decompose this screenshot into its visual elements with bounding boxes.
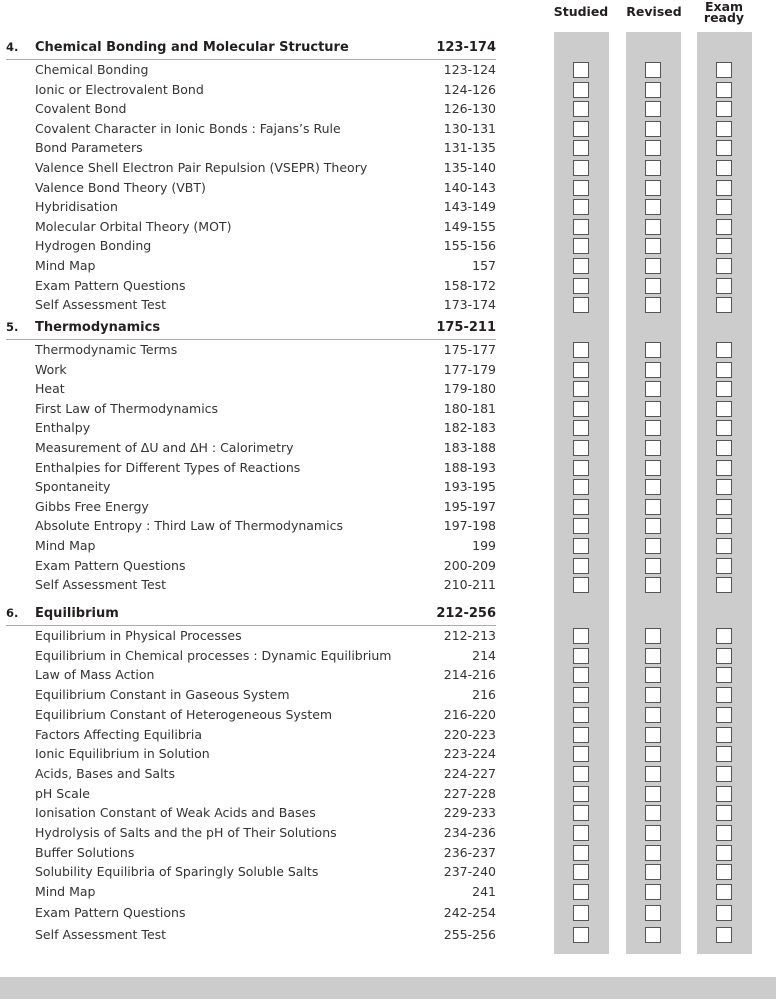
topic-row (35, 258, 496, 277)
topic-pages: 158-172 (443, 277, 496, 293)
topic-pages: 180-181 (443, 400, 496, 416)
topic-name: Ionic or Electrovalent Bond (35, 81, 204, 97)
checkbox-revised[interactable] (645, 577, 661, 593)
topic-row (35, 687, 496, 706)
topic-name: Ionisation Constant of Weak Acids and Bases (35, 805, 316, 821)
topic-pages: 124-126 (443, 81, 496, 97)
checkbox-exam-ready[interactable] (716, 460, 732, 476)
topic-pages: 157 (472, 258, 496, 273)
topic-row (35, 82, 496, 101)
checkbox-studied[interactable] (573, 727, 589, 743)
topic-name: Valence Bond Theory (VBT) (35, 179, 206, 195)
checkbox-revised[interactable] (645, 727, 661, 743)
topic-row (35, 342, 496, 361)
checkbox-studied[interactable] (573, 864, 589, 880)
checkbox-exam-ready[interactable] (716, 479, 732, 495)
checkbox-exam-ready[interactable] (716, 381, 732, 397)
topic-name: Exam Pattern Questions (35, 557, 186, 573)
topic-row (35, 278, 496, 297)
tracker-column-studied (554, 32, 609, 954)
checkbox-studied[interactable] (573, 805, 589, 821)
checkbox-studied[interactable] (573, 577, 589, 593)
checkbox-studied[interactable] (573, 884, 589, 900)
topic-pages: 227-228 (443, 785, 496, 801)
topic-row (35, 238, 496, 257)
chapter-title: Equilibrium (35, 606, 119, 621)
checkbox-studied[interactable] (573, 460, 589, 476)
topic-name: Chemical Bonding (35, 62, 149, 77)
topic-name: Mind Map (35, 258, 96, 273)
checkbox-exam-ready[interactable] (716, 101, 732, 117)
chapter-heading (6, 606, 496, 626)
checkbox-revised[interactable] (645, 905, 661, 921)
checkbox-revised[interactable] (645, 160, 661, 176)
checkbox-studied[interactable] (573, 401, 589, 417)
chapter-heading (6, 320, 496, 340)
column-header-revised: Revised (626, 4, 682, 19)
checkbox-exam-ready[interactable] (716, 180, 732, 196)
checkbox-exam-ready[interactable] (716, 362, 732, 378)
topic-name: Enthalpies for Different Types of Reactions (35, 459, 301, 475)
topic-row (35, 101, 496, 120)
checkbox-exam-ready[interactable] (716, 219, 732, 235)
checkbox-studied[interactable] (573, 648, 589, 664)
topic-row (35, 362, 496, 381)
topic-name: Covalent Bond (35, 101, 127, 117)
checkbox-exam-ready[interactable] (716, 538, 732, 554)
topic-name: Work (35, 361, 67, 377)
checkbox-revised[interactable] (645, 238, 661, 254)
chapter-pages: 175-211 (436, 320, 496, 335)
checkbox-revised[interactable] (645, 140, 661, 156)
checkbox-revised[interactable] (645, 258, 661, 274)
topic-pages: 177-179 (443, 361, 496, 377)
chapter-pages: 212-256 (436, 606, 496, 621)
checkbox-revised[interactable] (645, 180, 661, 196)
topic-pages: 234-236 (443, 825, 496, 840)
checkbox-exam-ready[interactable] (716, 707, 732, 723)
checkbox-studied[interactable] (573, 825, 589, 841)
topic-name: Thermodynamic Terms (35, 342, 178, 357)
checkbox-exam-ready[interactable] (716, 518, 732, 534)
checkbox-revised[interactable] (645, 440, 661, 456)
chapter-number: 5. (6, 320, 19, 334)
checkbox-exam-ready[interactable] (716, 864, 732, 880)
checkbox-exam-ready[interactable] (716, 258, 732, 274)
checkbox-revised[interactable] (645, 499, 661, 515)
topic-row (35, 825, 496, 844)
checkbox-studied[interactable] (573, 927, 589, 943)
topic-pages: 183-188 (443, 440, 496, 455)
topic-pages: 131-135 (443, 140, 496, 156)
checkbox-studied[interactable] (573, 786, 589, 802)
topic-pages: 216-220 (443, 706, 496, 722)
checkbox-studied[interactable] (573, 845, 589, 861)
topic-name: Equilibrium in Chemical processes : Dynamic Equilibrium (35, 647, 392, 663)
checkbox-exam-ready[interactable] (716, 62, 732, 78)
checkbox-revised[interactable] (645, 746, 661, 762)
checkbox-studied[interactable] (573, 342, 589, 358)
topic-row (35, 460, 496, 479)
checkbox-exam-ready[interactable] (716, 667, 732, 683)
checkbox-exam-ready[interactable] (716, 927, 732, 943)
checkbox-revised[interactable] (645, 381, 661, 397)
checkbox-studied[interactable] (573, 297, 589, 313)
column-header-exam-ready: Exam ready (703, 0, 745, 25)
topic-pages: 135-140 (443, 160, 496, 175)
checkbox-revised[interactable] (645, 845, 661, 861)
topic-name: Equilibrium Constant in Gaseous System (35, 687, 290, 703)
topic-row (35, 707, 496, 726)
topic-name: Equilibrium Constant of Heterogeneous System (35, 706, 333, 722)
topic-pages: 216 (472, 687, 496, 703)
topic-pages: 140-143 (443, 179, 496, 195)
checkbox-revised[interactable] (645, 62, 661, 78)
chapter-number: 4. (6, 40, 19, 54)
topic-name: First Law of Thermodynamics (35, 400, 219, 416)
topic-pages: 200-209 (443, 557, 496, 573)
checkbox-studied[interactable] (573, 180, 589, 196)
checkbox-exam-ready[interactable] (716, 160, 732, 176)
topic-row (35, 766, 496, 785)
checkbox-revised[interactable] (645, 786, 661, 802)
checkbox-studied[interactable] (573, 101, 589, 117)
topic-row (35, 499, 496, 518)
checkbox-revised[interactable] (645, 342, 661, 358)
topic-name: Acids, Bases and Salts (35, 765, 175, 781)
topic-pages: 179-180 (443, 381, 496, 397)
checkbox-studied[interactable] (573, 558, 589, 574)
checkbox-exam-ready[interactable] (716, 628, 732, 644)
checkbox-exam-ready[interactable] (716, 577, 732, 593)
checkbox-revised[interactable] (645, 667, 661, 683)
topic-name: Law of Mass Action (35, 667, 155, 683)
topic-name: pH Scale (35, 785, 90, 801)
topic-pages: 188-193 (443, 459, 496, 475)
checkbox-studied[interactable] (573, 420, 589, 436)
checkbox-exam-ready[interactable] (716, 766, 732, 782)
checkbox-exam-ready[interactable] (716, 884, 732, 900)
checkbox-revised[interactable] (645, 538, 661, 554)
checkbox-revised[interactable] (645, 121, 661, 137)
topic-row (35, 420, 496, 439)
checkbox-exam-ready[interactable] (716, 746, 732, 762)
topic-name: Hydrolysis of Salts and the pH of Their Solutions (35, 825, 337, 840)
topic-row (35, 746, 496, 765)
topic-row (35, 905, 496, 924)
topic-pages: 143-149 (443, 199, 496, 215)
topic-row (35, 121, 496, 140)
checkbox-revised[interactable] (645, 864, 661, 880)
topic-name: Mind Map (35, 538, 96, 553)
topic-name: Buffer Solutions (35, 844, 135, 860)
topic-row (35, 864, 496, 883)
topic-pages: 175-177 (443, 342, 496, 357)
topic-row (35, 805, 496, 824)
topic-row (35, 628, 496, 647)
topic-pages: 149-155 (443, 218, 496, 234)
topic-row (35, 219, 496, 238)
topic-name: Covalent Character in Ionic Bonds : Fajans’s Rule (35, 120, 341, 136)
checkbox-revised[interactable] (645, 687, 661, 703)
checkbox-exam-ready[interactable] (716, 558, 732, 574)
checkbox-studied[interactable] (573, 62, 589, 78)
topic-pages: 242-254 (443, 905, 496, 921)
checkbox-revised[interactable] (645, 707, 661, 723)
tracker-column-exam-ready (697, 32, 752, 954)
topic-row (35, 160, 496, 179)
topic-row (35, 538, 496, 557)
checkbox-revised[interactable] (645, 82, 661, 98)
checkbox-exam-ready[interactable] (716, 420, 732, 436)
topic-pages: 173-174 (443, 297, 496, 313)
topic-pages: 220-223 (443, 726, 496, 742)
topic-row (35, 518, 496, 537)
topic-name: Solubility Equilibria of Sparingly Soluble Salts (35, 864, 319, 880)
checkbox-studied[interactable] (573, 538, 589, 554)
topic-name: Enthalpy (35, 420, 91, 436)
checkbox-revised[interactable] (645, 420, 661, 436)
checkbox-exam-ready[interactable] (716, 121, 732, 137)
checkbox-exam-ready[interactable] (716, 648, 732, 664)
checkbox-exam-ready[interactable] (716, 825, 732, 841)
checkbox-exam-ready[interactable] (716, 845, 732, 861)
checkbox-exam-ready[interactable] (716, 905, 732, 921)
checkbox-studied[interactable] (573, 160, 589, 176)
tracker-column-revised (626, 32, 681, 954)
topic-pages: 236-237 (443, 844, 496, 860)
chapter-title: Thermodynamics (35, 320, 161, 335)
topic-name: Molecular Orbital Theory (MOT) (35, 218, 232, 234)
checkbox-studied[interactable] (573, 707, 589, 723)
topic-pages: 126-130 (443, 101, 496, 117)
checkbox-studied[interactable] (573, 746, 589, 762)
checkbox-studied[interactable] (573, 219, 589, 235)
checkbox-revised[interactable] (645, 401, 661, 417)
chapter-divider (6, 59, 496, 60)
topic-name: Equilibrium in Physical Processes (35, 628, 242, 643)
topic-row (35, 180, 496, 199)
chapter-heading (6, 40, 496, 60)
checkbox-revised[interactable] (645, 628, 661, 644)
checkbox-studied[interactable] (573, 667, 589, 683)
topic-name: Absolute Entropy : Third Law of Thermodynamics (35, 518, 343, 534)
checkbox-studied[interactable] (573, 362, 589, 378)
topic-name: Heat (35, 381, 65, 397)
checkbox-studied[interactable] (573, 121, 589, 137)
topic-name: Gibbs Free Energy (35, 498, 149, 514)
checkbox-revised[interactable] (645, 884, 661, 900)
topic-row (35, 62, 496, 81)
topic-pages: 197-198 (443, 518, 496, 534)
topic-name: Hybridisation (35, 199, 118, 215)
checkbox-exam-ready[interactable] (716, 440, 732, 456)
topic-pages: 130-131 (443, 120, 496, 136)
chapter-pages: 123-174 (436, 40, 496, 55)
checkbox-exam-ready[interactable] (716, 82, 732, 98)
chapter-title: Chemical Bonding and Molecular Structure (35, 40, 349, 55)
topic-pages: 199 (472, 538, 496, 553)
chapter-divider (6, 625, 496, 626)
checkbox-revised[interactable] (645, 297, 661, 313)
chapter-number: 6. (6, 606, 19, 620)
topic-row (35, 558, 496, 577)
checkbox-exam-ready[interactable] (716, 401, 732, 417)
topic-row (35, 440, 496, 459)
topic-row (35, 786, 496, 805)
topic-row (35, 479, 496, 498)
topic-name: Bond Parameters (35, 140, 143, 156)
checkbox-studied[interactable] (573, 278, 589, 294)
checkbox-revised[interactable] (645, 825, 661, 841)
checkbox-studied[interactable] (573, 440, 589, 456)
chapter-divider (6, 339, 496, 340)
checkbox-exam-ready[interactable] (716, 238, 732, 254)
checkbox-revised[interactable] (645, 927, 661, 943)
footer-bar (0, 977, 776, 999)
topic-pages: 195-197 (443, 498, 496, 514)
topic-pages: 224-227 (443, 765, 496, 781)
checkbox-revised[interactable] (645, 805, 661, 821)
checkbox-revised[interactable] (645, 648, 661, 664)
topic-pages: 241 (472, 884, 496, 900)
checkbox-studied[interactable] (573, 82, 589, 98)
checkbox-studied[interactable] (573, 687, 589, 703)
checkbox-revised[interactable] (645, 199, 661, 215)
topic-pages: 182-183 (443, 420, 496, 436)
checkbox-studied[interactable] (573, 499, 589, 515)
topic-pages: 237-240 (443, 864, 496, 880)
topic-pages: 229-233 (443, 805, 496, 821)
topic-pages: 214 (472, 647, 496, 663)
topic-row (35, 727, 496, 746)
topic-pages: 210-211 (443, 577, 496, 593)
checkbox-revised[interactable] (645, 101, 661, 117)
topic-name: Valence Shell Electron Pair Repulsion (VSEPR) Theory (35, 160, 368, 175)
topic-row (35, 401, 496, 420)
checkbox-exam-ready[interactable] (716, 278, 732, 294)
checkbox-revised[interactable] (645, 362, 661, 378)
topic-name: Exam Pattern Questions (35, 277, 186, 293)
topic-row (35, 199, 496, 218)
checkbox-studied[interactable] (573, 766, 589, 782)
checkbox-exam-ready[interactable] (716, 727, 732, 743)
topic-name: Self Assessment Test (35, 926, 167, 942)
topic-name: Hydrogen Bonding (35, 238, 152, 254)
checkbox-studied[interactable] (573, 381, 589, 397)
topic-row (35, 381, 496, 400)
topic-row (35, 140, 496, 159)
topic-row (35, 648, 496, 667)
topic-name: Factors Affecting Equilibria (35, 726, 203, 742)
checkbox-revised[interactable] (645, 558, 661, 574)
checkbox-exam-ready[interactable] (716, 342, 732, 358)
checkbox-exam-ready[interactable] (716, 140, 732, 156)
checkbox-revised[interactable] (645, 278, 661, 294)
checkbox-studied[interactable] (573, 140, 589, 156)
checkbox-studied[interactable] (573, 518, 589, 534)
checkbox-studied[interactable] (573, 199, 589, 215)
topic-pages: 255-256 (443, 926, 496, 942)
checkbox-revised[interactable] (645, 766, 661, 782)
checkbox-studied[interactable] (573, 905, 589, 921)
topic-row (35, 845, 496, 864)
topic-pages: 123-124 (443, 62, 496, 77)
checkbox-revised[interactable] (645, 518, 661, 534)
topic-name: Spontaneity (35, 479, 111, 495)
topic-pages: 214-216 (443, 667, 496, 683)
checkbox-studied[interactable] (573, 258, 589, 274)
checkbox-exam-ready[interactable] (716, 499, 732, 515)
topic-row (35, 667, 496, 686)
topic-name: Self Assessment Test (35, 297, 167, 313)
topic-pages: 212-213 (443, 628, 496, 643)
topic-row (35, 577, 496, 596)
checkbox-exam-ready[interactable] (716, 297, 732, 313)
topic-name: Mind Map (35, 884, 96, 900)
checkbox-studied[interactable] (573, 628, 589, 644)
topic-pages: 155-156 (443, 238, 496, 254)
checkbox-exam-ready[interactable] (716, 199, 732, 215)
topic-name: Exam Pattern Questions (35, 905, 186, 921)
checkbox-revised[interactable] (645, 460, 661, 476)
checkbox-studied[interactable] (573, 479, 589, 495)
checkbox-exam-ready[interactable] (716, 687, 732, 703)
topic-name: Self Assessment Test (35, 577, 167, 593)
checkbox-studied[interactable] (573, 238, 589, 254)
topic-row (35, 927, 496, 946)
topic-name: Ionic Equilibrium in Solution (35, 746, 210, 762)
topic-name: Measurement of ΔU and ΔH : Calorimetry (35, 440, 294, 455)
topic-row (35, 884, 496, 903)
checkbox-exam-ready[interactable] (716, 805, 732, 821)
checkbox-exam-ready[interactable] (716, 786, 732, 802)
checkbox-revised[interactable] (645, 479, 661, 495)
topic-pages: 223-224 (443, 746, 496, 762)
topic-row (35, 297, 496, 316)
topic-pages: 193-195 (443, 479, 496, 495)
column-header-studied: Studied (553, 4, 609, 19)
checkbox-revised[interactable] (645, 219, 661, 235)
